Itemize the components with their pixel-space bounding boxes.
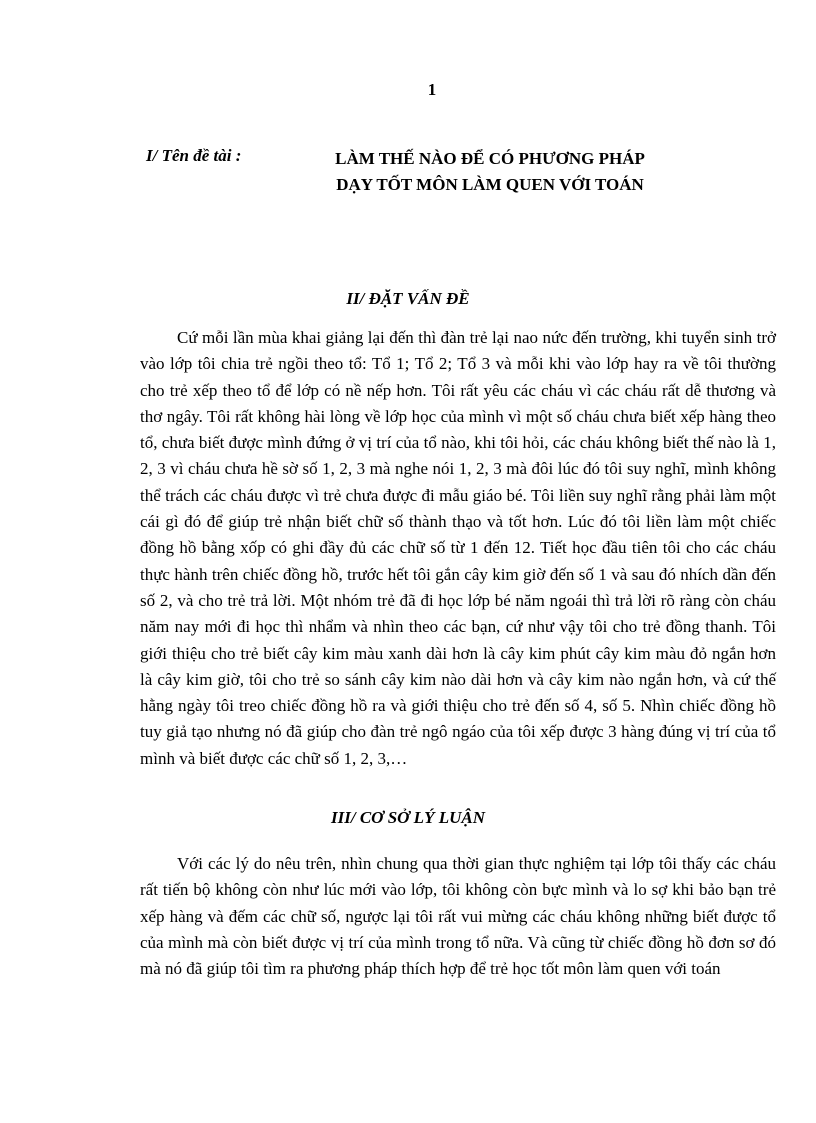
topic-title-line-2: DẠY TỐT MÔN LÀM QUEN VỚI TOÁN: [336, 175, 644, 194]
theoretical-basis-paragraph: Với các lý do nêu trên, nhìn chung qua thời gian thực nghiệm tại lớp tôi thấy các cháu rất tiến bộ không còn như lúc mới vào lớp, tôi không còn bực mình và lo sợ khi bảo bạn trẻ xếp hàng và đếm các chữ số, ngược lại tôi rất vui mừng các cháu không những biết được tổ của mình mà còn biết được vị trí của mình trong tổ nữa. Và cũng từ chiếc đồng hồ đơn sơ đó mà nó đã giúp tôi tìm ra phương pháp thích hợp để trẻ học tốt môn làm quen với toán: [140, 854, 776, 979]
topic-label: I/ Tên đề tài :: [146, 146, 242, 165]
section-heading-theoretical-basis: III/ CƠ SỞ LÝ LUẬN: [331, 808, 485, 827]
topic-title-line-1: LÀM THẾ NÀO ĐỂ CÓ PHƯƠNG PHÁP: [335, 149, 645, 168]
page-number: 1: [427, 80, 437, 99]
topic-title: [300, 146, 680, 198]
section-heading-problem-statement: II/ ĐẶT VẤN ĐỀ: [346, 289, 470, 308]
problem-statement-paragraph: Cứ mỗi lần mùa khai giảng lại đến thì đàn trẻ lại nao nức đến trường, khi tuyển sinh trở vào lớp tôi chia trẻ ngồi theo tổ: Tổ 1; Tổ 2; Tổ 3 và mỗi khi vào lớp hay ra về tôi thường cho trẻ xếp theo tổ để lớp có nề nếp hơn. Tôi rất yêu các cháu vì các cháu rất dễ thương và thơ ngây. Tôi rất không hài lòng về lớp học của mình vì một số cháu chưa biết xếp hàng theo tổ, chưa biết được mình đứng ở vị trí của tổ nào, khi tôi hỏi, các cháu không biết thế nào là 1, 2, 3 vì cháu chưa hề sờ số 1, 2, 3 mà nghe nói 1, 2, 3 mà đôi lúc đó tôi suy nghĩ, mình không thể trách các cháu được vì trẻ chưa được đi mẫu giáo bé. Tôi liền suy nghĩ rằng phải làm một cái gì đó để giúp trẻ nhận biết chữ số thành thạo và tốt hơn. Lúc đó tôi liền làm một chiếc đồng hồ bằng xốp có ghi đầy đủ các chữ số từ 1 đến 12. Tiết học đầu tiên tôi cho các cháu thực hành trên chiếc đồng hồ, trước hết tôi gắn cây kim giờ đến số 1 và sau đó nhích dần đến số 2, và cho trẻ trả lời. Một nhóm trẻ đã đi học lớp bé năm ngoái thì trả lời rõ ràng còn cháu năm nay mới đi học thì nhẩm và nhìn theo các bạn, cứ như vậy tôi cho trẻ đồng thanh. Tôi giới thiệu cho trẻ biết cây kim màu xanh dài hơn là cây kim phút cây kim màu đỏ ngắn hơn là cây kim giờ, tôi cho trẻ so sánh cây kim nào dài hơn và cây kim nào ngắn hơn, và cứ thế hằng ngày tôi treo chiếc đồng hồ ra và giới thiệu cho trẻ đến số 4, số 5. Nhìn chiếc đồng hồ tuy giả tạo nhưng nó đã giúp cho đàn trẻ ngô ngáo của tôi xếp được 3 hàng đúng vị trí của tổ mình và biết được các chữ số 1, 2, 3,…: [140, 328, 776, 768]
